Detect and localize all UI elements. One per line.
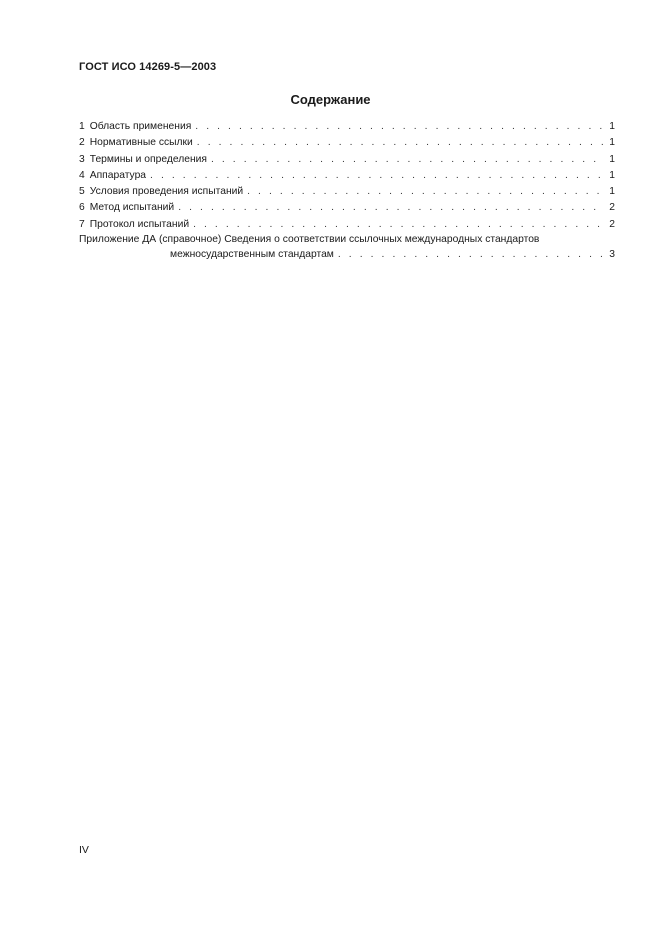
toc-entry-number: 6	[79, 202, 85, 214]
appendix-title-line2-row	[79, 247, 615, 262]
toc-leader-dots	[247, 184, 603, 200]
toc-entry-page: 1	[609, 137, 615, 149]
toc-entry-page: 1	[609, 186, 615, 198]
appendix-title-line2: межносударственным стандартам	[170, 249, 334, 261]
toc-entry-label: Условия проведения испытаний	[89, 186, 244, 198]
appendix-page: 3	[609, 249, 615, 261]
document-header: ГОСТ ИСО 14269-5—2003	[79, 61, 217, 73]
toc-entry-page: 2	[609, 202, 615, 214]
toc-entry-page: 1	[609, 121, 615, 132]
toc-entry-number: 7	[79, 218, 85, 230]
toc-leader-dots	[338, 247, 603, 262]
toc-entry-4[interactable]	[79, 168, 615, 184]
toc-entry-number: 4	[79, 169, 85, 181]
toc-leader-dots	[178, 200, 603, 216]
toc-entry-5[interactable]	[79, 184, 615, 200]
toc-entry-page: 1	[609, 153, 615, 165]
toc-leader-dots	[211, 152, 603, 168]
toc-leader-dots	[193, 217, 603, 233]
toc-leader-dots	[195, 119, 603, 135]
toc-entry-1[interactable]	[79, 119, 615, 135]
toc-entry-label: Аппаратура	[89, 169, 147, 181]
table-of-contents	[79, 119, 615, 262]
toc-entry-3[interactable]	[79, 152, 615, 168]
appendix-title-line1: Приложение ДА (справочное) Сведения о соответствии ссылочных международных стандартов	[79, 234, 540, 246]
toc-entry-label: Область применения	[89, 121, 192, 132]
toc-entry-2[interactable]	[79, 135, 615, 151]
toc-entry-label: Протокол испытаний	[89, 218, 190, 230]
toc-entry-number: 1	[79, 121, 85, 132]
toc-entry-page: 1	[609, 169, 615, 181]
toc-leader-dots	[150, 168, 603, 184]
toc-leader-dots	[197, 135, 603, 151]
toc-entry-appendix[interactable]	[79, 233, 615, 262]
toc-entry-page: 2	[609, 218, 615, 230]
toc-entry-6[interactable]	[79, 200, 615, 216]
toc-entry-label: Метод испытаний	[89, 202, 175, 214]
toc-entry-label: Термины и определения	[89, 153, 207, 165]
page-title: Содержание	[290, 92, 371, 107]
toc-entry-number: 3	[79, 153, 85, 165]
toc-entry-number: 2	[79, 137, 85, 149]
toc-entry-number: 5	[79, 186, 85, 198]
page-number: IV	[79, 844, 89, 856]
toc-entry-7[interactable]	[79, 217, 615, 233]
toc-entry-label: Нормативные ссылки	[89, 137, 193, 149]
